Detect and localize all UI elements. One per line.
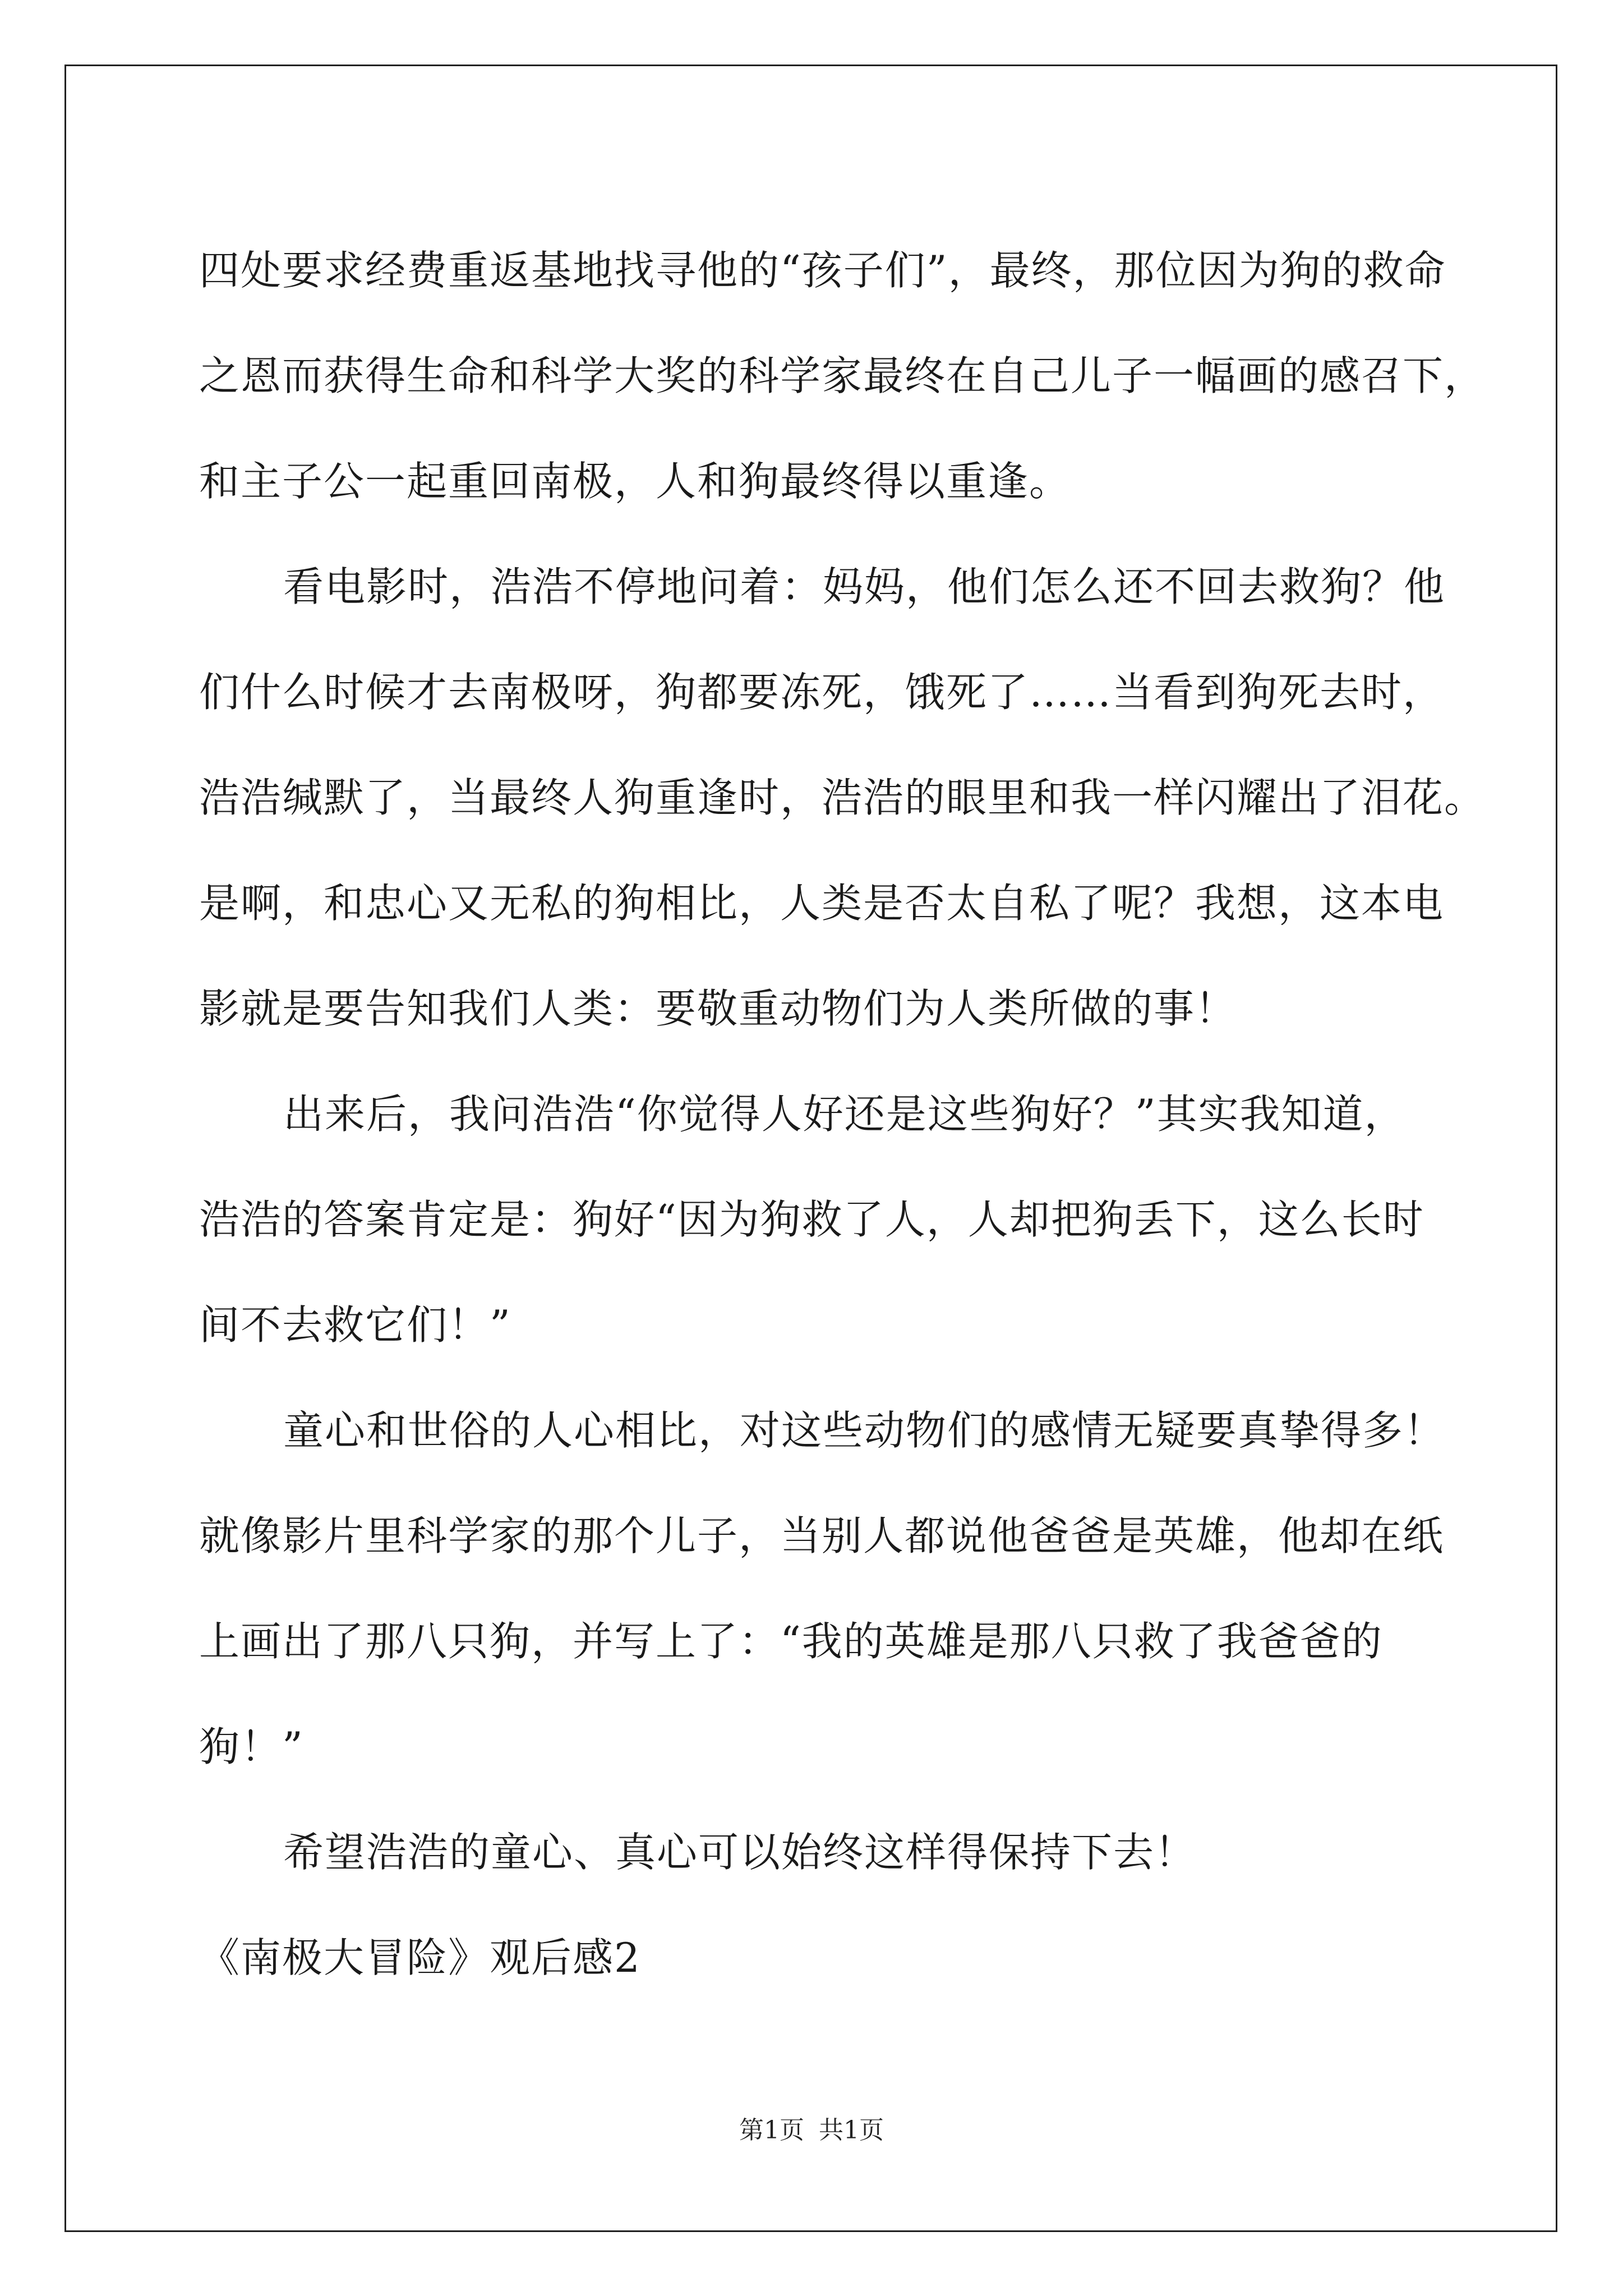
text-line: 之恩而获得生命和科学大奖的科学家最终在自己儿子一幅画的感召下， [199, 352, 1486, 399]
text-line: 间不去救它们！” [199, 1301, 511, 1349]
text-line: 浩浩缄默了，当最终人狗重逢时，浩浩的眼里和我一样闪耀出了泪花。 [199, 774, 1486, 821]
page-number: 第1页 [739, 2116, 804, 2145]
paragraph-start-line: 看电影时，浩浩不停地问着：妈妈，他们怎么还不回去救狗？他 [283, 563, 1446, 610]
text-line: 浩浩的答案肯定是：狗好“因为狗救了人，人却把狗丢下，这么长时 [199, 1196, 1424, 1243]
text-line: 是啊，和忠心又无私的狗相比，人类是否太自私了呢？我想，这本电 [199, 880, 1445, 927]
text-line: 们什么时候才去南极呀，狗都要冻死，饿死了……当看到狗死去时， [199, 669, 1445, 716]
text-line: 狗！” [199, 1723, 304, 1770]
paragraph-start-line: 希望浩浩的童心、真心可以始终这样得保持下去！ [283, 1829, 1197, 1876]
text-line: 四处要求经费重返基地找寻他的“孩子们”，最终，那位因为狗的救命 [199, 247, 1446, 294]
paragraph-start-line: 出来后，我问浩浩“你觉得人好还是这些狗好？”其实我知道， [283, 1091, 1406, 1138]
text-line: 和主子公一起重回南极，人和狗最终得以重逢。 [199, 458, 1071, 505]
section-heading: 《南极大冒险》观后感2 [199, 1934, 641, 1981]
page-total: 共1页 [819, 2116, 884, 2145]
paragraph-start-line: 童心和世俗的人心相比，对这些动物们的感情无疑要真挚得多！ [283, 1407, 1446, 1454]
page-footer [0, 2114, 1623, 2147]
text-line: 上画出了那八只狗，并写上了：“我的英雄是那八只救了我爸爸的 [199, 1618, 1383, 1665]
document-body [199, 218, 1486, 2010]
text-line: 就像影片里科学家的那个儿子，当别人都说他爸爸是英雄，他却在纸 [199, 1512, 1445, 1559]
text-line: 影就是要告知我们人类：要敬重动物们为人类所做的事！ [199, 985, 1237, 1032]
